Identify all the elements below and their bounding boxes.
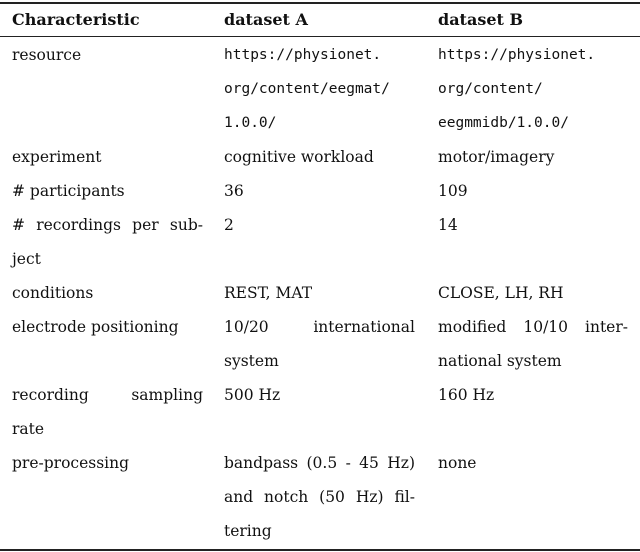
table-row-experiment [0, 140, 640, 174]
characteristic-cell [12, 378, 203, 446]
cell-line: and notch (50 Hz) fil- [224, 488, 415, 506]
dataset-a-cell [224, 276, 415, 310]
table-row-sampling-rate [0, 378, 640, 446]
dataset-b-cell [438, 378, 628, 412]
cell-line: 36 [224, 182, 244, 200]
header-dataset-b: dataset B [438, 10, 523, 29]
dataset-b-cell [438, 38, 628, 140]
cell-line: modified 10/10 inter- [438, 318, 628, 336]
table-row-electrode-positioning [0, 310, 640, 378]
characteristic-cell [12, 208, 203, 276]
table-row-participants [0, 174, 640, 208]
cell-line: CLOSE, LH, RH [438, 284, 564, 302]
characteristic-cell [12, 174, 203, 208]
dataset-b-cell [438, 208, 628, 242]
dataset-a-cell [224, 310, 415, 378]
dataset-a-cell [224, 446, 415, 548]
cell-line: none [438, 454, 477, 472]
cell-line: 1.0.0/ [224, 115, 277, 131]
dataset-a-cell [224, 140, 415, 174]
cell-line: ject [12, 250, 41, 268]
dataset-a-cell [224, 208, 415, 242]
cell-line: motor/imagery [438, 148, 555, 166]
table-body [0, 38, 640, 548]
dataset-a-cell [224, 38, 415, 140]
cell-line: national system [438, 352, 562, 370]
top-rule [0, 2, 640, 4]
header-characteristic: Characteristic [12, 10, 140, 29]
header-dataset-a: dataset A [224, 10, 308, 29]
cell-line: cognitive workload [224, 148, 374, 166]
cell-line: 10/20 international [224, 318, 415, 336]
characteristic-cell [12, 140, 203, 174]
cell-line: system [224, 352, 279, 370]
cell-line: # participants [12, 182, 125, 200]
cell-line: electrode positioning [12, 318, 179, 336]
characteristic-cell [12, 276, 203, 310]
cell-line: conditions [12, 284, 94, 302]
dataset-a-cell [224, 174, 415, 208]
cell-line: 109 [438, 182, 468, 200]
cell-line: 14 [438, 216, 458, 234]
cell-line: rate [12, 420, 45, 438]
cell-line: REST, MAT [224, 284, 313, 302]
table-row-resource [0, 38, 640, 140]
cell-line: eegmmidb/1.0.0/ [438, 115, 569, 131]
cell-line: pre-processing [12, 454, 130, 472]
cell-line: 500 Hz [224, 386, 281, 404]
dataset-b-cell [438, 310, 628, 378]
dataset-b-cell [438, 140, 628, 174]
cell-line: https://physionet. [438, 47, 596, 63]
cell-line: bandpass (0.5 - 45 Hz) [224, 454, 415, 472]
header-rule [0, 36, 640, 37]
table-row-pre-processing [0, 446, 640, 548]
cell-line: resource [12, 46, 82, 64]
cell-line: 160 Hz [438, 386, 495, 404]
cell-line: recording sampling [12, 386, 203, 404]
cell-line: experiment [12, 148, 102, 166]
characteristic-cell [12, 38, 203, 72]
cell-line: tering [224, 522, 272, 540]
cell-line: org/content/eegmat/ [224, 81, 390, 97]
dataset-b-cell [438, 174, 628, 208]
cell-line: https://physionet. [224, 47, 382, 63]
characteristic-cell [12, 310, 203, 344]
dataset-b-cell [438, 276, 628, 310]
dataset-b-cell [438, 446, 628, 480]
cell-line: 2 [224, 216, 234, 234]
cell-line: # recordings per sub- [12, 216, 203, 234]
characteristic-cell [12, 446, 203, 480]
dataset-a-cell [224, 378, 415, 412]
table-row-recordings-per-subject [0, 208, 640, 276]
cell-line: org/content/ [438, 81, 543, 97]
table-row-conditions [0, 276, 640, 310]
bottom-rule [0, 549, 640, 551]
